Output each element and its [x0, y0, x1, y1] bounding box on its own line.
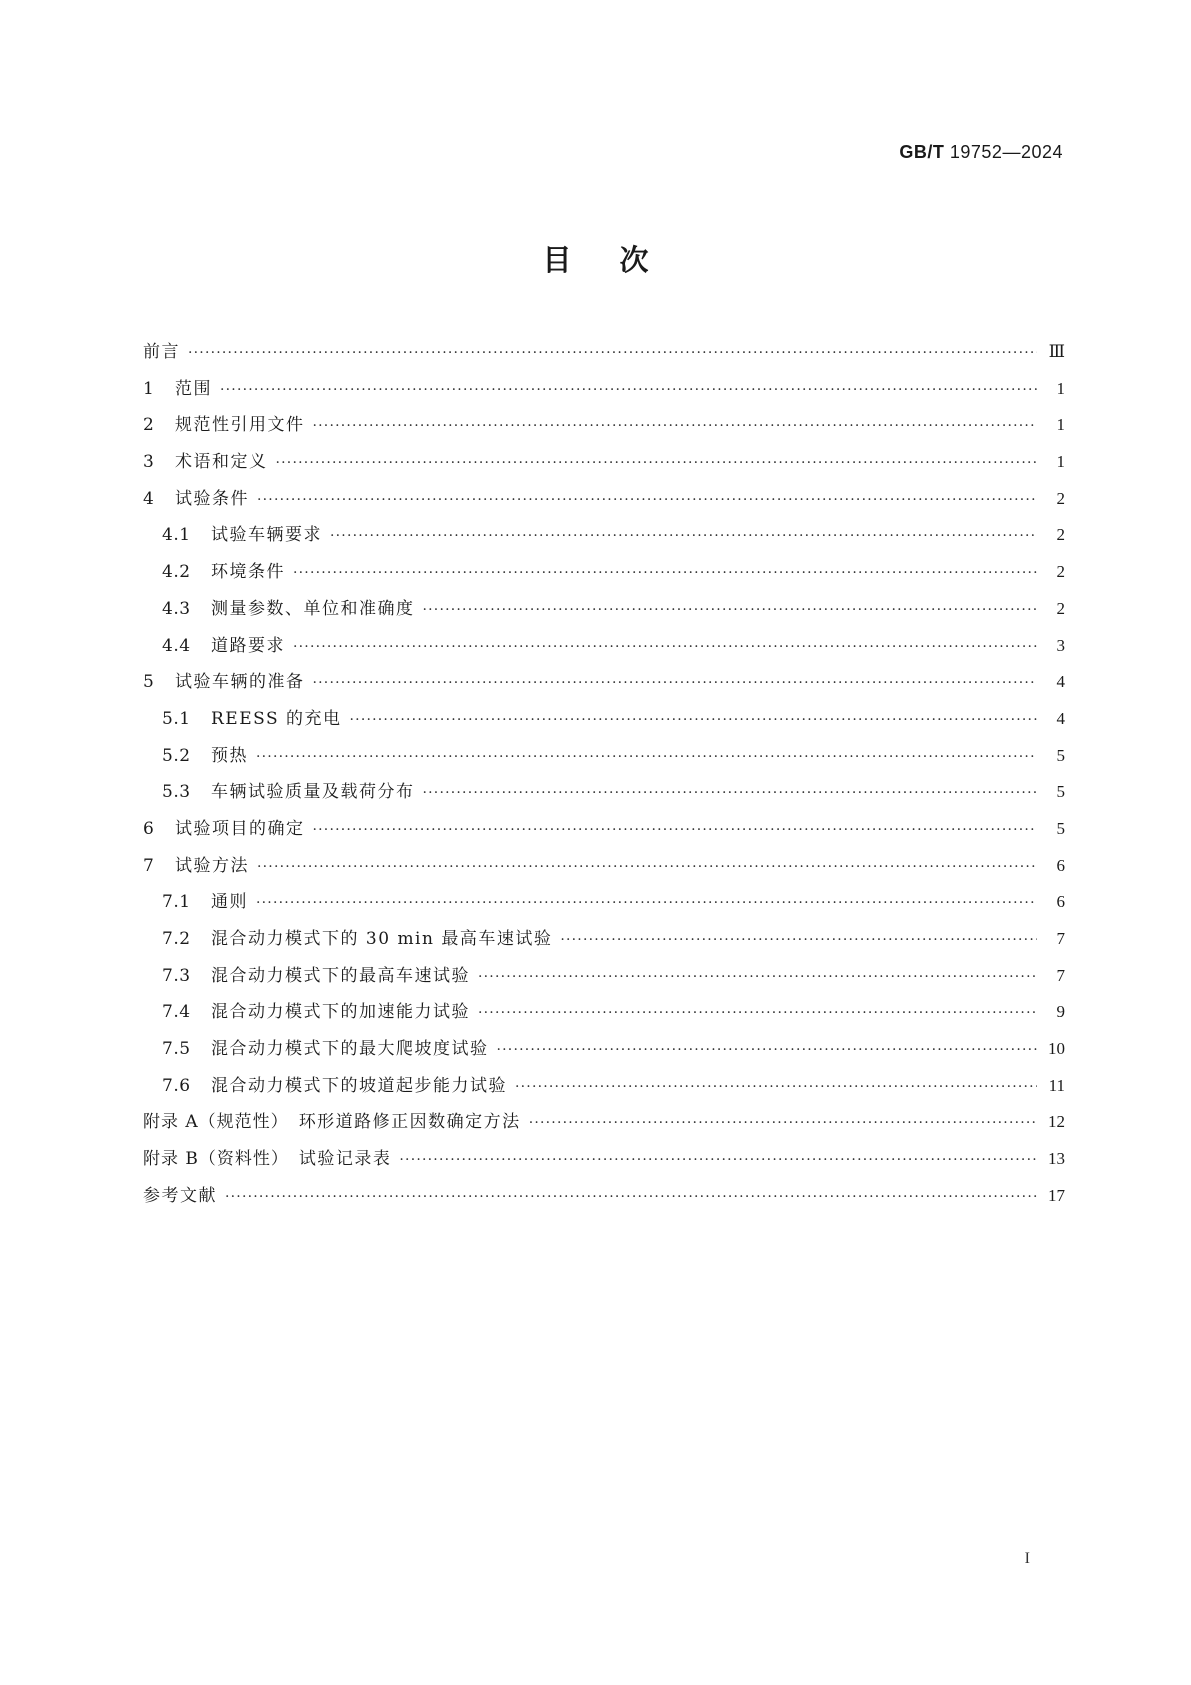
toc-entry[interactable] — [143, 1003, 1065, 1040]
toc-entry-page: 1 — [1056, 452, 1065, 472]
toc-dot-leader — [257, 860, 1037, 874]
standard-number-header — [899, 143, 1063, 161]
toc-entry-text: 前言 — [143, 342, 180, 362]
toc-entry[interactable] — [143, 1187, 1065, 1224]
page-number: I — [1024, 1550, 1030, 1567]
toc-entry[interactable] — [143, 893, 1065, 930]
toc-entry-title — [175, 378, 212, 399]
toc-entry-page: 4 — [1056, 672, 1065, 692]
toc-entry-number: 4.3 — [162, 598, 191, 619]
toc-dot-leader — [256, 750, 1037, 764]
standard-code: GB/T — [899, 142, 945, 162]
toc-entry-title — [211, 894, 248, 911]
toc-entry-text: 预热 — [211, 745, 248, 766]
toc-entry-text: 混合动力模式下的最大爬坡度试验 — [211, 1039, 489, 1060]
toc-entry-page: 17 — [1048, 1185, 1065, 1205]
toc-entry-number: 4 — [143, 488, 155, 509]
toc-entry-title — [211, 708, 342, 729]
toc-entry[interactable] — [143, 1077, 1065, 1114]
toc-entry-number: 3 — [143, 452, 155, 473]
toc-dot-leader — [293, 640, 1037, 654]
toc-entry[interactable] — [143, 380, 1065, 417]
toc-entry-number: 5.3 — [162, 782, 191, 803]
toc-title: 目次 — [542, 243, 697, 277]
toc-dot-leader — [188, 346, 1037, 360]
toc-entry-page: 10 — [1048, 1039, 1065, 1059]
toc-entry-text: REESS 的充电 — [211, 708, 342, 729]
toc-dot-leader — [423, 786, 1038, 800]
toc-entry-number: 7 — [143, 855, 155, 876]
toc-entry-number: 4.1 — [162, 525, 191, 546]
toc-entry-number: 7.4 — [162, 1002, 191, 1023]
toc-entry-title — [143, 344, 180, 361]
toc-dot-leader — [478, 1006, 1037, 1020]
toc-entry-text: 参考文献 — [143, 1185, 217, 1206]
toc-entry-page: 9 — [1056, 1002, 1065, 1022]
toc-entry[interactable] — [143, 563, 1065, 600]
toc-entry-number: 7.2 — [162, 929, 191, 949]
toc-entry-text: 试验车辆的准备 — [175, 672, 305, 693]
toc-entry-title — [175, 818, 305, 839]
toc-entry[interactable] — [143, 673, 1065, 710]
toc-entry[interactable] — [143, 1113, 1065, 1150]
toc-dot-leader — [276, 456, 1038, 470]
toc-entry-title — [143, 1185, 217, 1206]
toc-entry-text: 试验项目的确定 — [175, 818, 305, 839]
toc-entry-text: 混合动力模式下的加速能力试验 — [211, 1002, 470, 1023]
toc-entry-page: 2 — [1056, 598, 1065, 618]
toc-dot-leader — [529, 1116, 1037, 1130]
toc-entry-number: 7.1 — [162, 892, 191, 913]
toc-entry[interactable] — [143, 490, 1065, 527]
toc-dot-leader — [330, 529, 1037, 543]
toc-entry-page: 7 — [1056, 929, 1065, 948]
toc-entry-title — [175, 417, 305, 434]
toc-entry[interactable] — [143, 783, 1065, 820]
toc-entry-number: 4.4 — [162, 635, 191, 656]
toc-entry-text: 规范性引用文件 — [175, 415, 305, 436]
toc-entry-title — [211, 1004, 470, 1021]
toc-entry-text: 道路要求 — [211, 635, 285, 656]
toc-dot-leader — [293, 566, 1037, 580]
toc-entry-number: 5.1 — [162, 708, 191, 729]
toc-entry[interactable] — [143, 747, 1065, 784]
toc-entry[interactable] — [143, 820, 1065, 857]
toc-entry-text: 车辆试验质量及载荷分布 — [211, 782, 415, 803]
toc-entry-annex-prefix: 附录 B（资料性） — [143, 1149, 289, 1170]
toc-entry-text: 试验条件 — [175, 488, 249, 509]
toc-entry-title — [175, 674, 305, 691]
toc-entry[interactable] — [143, 1150, 1065, 1187]
toc-entry-page: 2 — [1056, 562, 1065, 582]
toc-entry-page: 13 — [1048, 1149, 1065, 1169]
toc-entry-title — [211, 965, 470, 986]
toc-entry-text: 术语和定义 — [175, 452, 268, 473]
toc-dot-leader — [497, 1043, 1038, 1057]
toc-entry-title — [211, 1075, 507, 1096]
toc-entry-title — [211, 598, 415, 619]
toc-entry-page: 7 — [1056, 965, 1065, 985]
toc-entry-title — [211, 784, 415, 801]
toc-dot-leader — [313, 676, 1038, 690]
toc-entry-number: 5 — [143, 672, 155, 693]
toc-entry-page: 4 — [1056, 708, 1065, 728]
toc-dot-leader — [313, 419, 1038, 433]
toc-entry-text: 试验方法 — [175, 855, 249, 876]
toc-entry[interactable] — [143, 453, 1065, 490]
toc-entry-title — [175, 454, 268, 471]
toc-entry-title — [175, 488, 249, 509]
standard-number: 19752—2024 — [949, 142, 1063, 162]
toc-entry[interactable] — [143, 710, 1065, 747]
toc-entry-number: 1 — [143, 378, 155, 399]
toc-dot-leader — [350, 713, 1037, 727]
toc-entry[interactable] — [143, 416, 1065, 453]
toc-entry[interactable] — [143, 637, 1065, 674]
toc-entry-page: 1 — [1056, 378, 1065, 398]
toc-dot-leader — [220, 383, 1037, 397]
toc-entry-title — [143, 1151, 391, 1168]
toc-entry-page: 5 — [1056, 782, 1065, 802]
toc-entry-text: 环境条件 — [211, 562, 285, 583]
toc-entry-text: 试验记录表 — [298, 1149, 392, 1170]
toc-entry-title — [143, 1114, 521, 1131]
toc-dot-leader — [256, 896, 1037, 910]
toc-entry-number: 2 — [143, 415, 155, 436]
toc-entry-number: 6 — [143, 818, 155, 839]
toc-entry[interactable] — [143, 343, 1065, 380]
toc-entry-number: 7.5 — [162, 1039, 191, 1060]
toc-entry-title — [211, 635, 285, 656]
toc-entry-page: Ⅲ — [1048, 342, 1065, 361]
toc-dot-leader — [560, 933, 1037, 947]
toc-dot-leader — [399, 1153, 1037, 1167]
toc-entry-title — [211, 745, 248, 766]
toc-entry-text: 测量参数、单位和准确度 — [211, 598, 415, 619]
toc-entry-text: 混合动力模式下的 30 min 最高车速试验 — [211, 929, 553, 949]
toc-entry-title — [211, 527, 322, 544]
toc-entry-text: 试验车辆要求 — [211, 525, 322, 546]
toc-entry[interactable] — [143, 1040, 1065, 1077]
toc-entry-text: 范围 — [175, 378, 212, 399]
toc-entry-title — [175, 855, 249, 876]
toc-dot-leader — [313, 823, 1038, 837]
toc-entry[interactable] — [143, 600, 1065, 637]
toc-entry-text: 混合动力模式下的最高车速试验 — [211, 965, 470, 986]
toc-entry-page: 6 — [1056, 855, 1065, 875]
toc-entry-number: 7.3 — [162, 965, 191, 986]
toc-entry-text: 通则 — [211, 892, 248, 913]
toc-entry-page: 5 — [1056, 818, 1065, 838]
toc-entry-page: 6 — [1056, 892, 1065, 912]
toc-entry[interactable] — [143, 967, 1065, 1004]
toc-entry-page: 2 — [1056, 525, 1065, 545]
toc-entry-page: 5 — [1056, 745, 1065, 765]
toc-entry-title — [211, 931, 552, 948]
toc-entry-title — [211, 1041, 489, 1058]
toc-entry[interactable] — [143, 857, 1065, 894]
toc-entry-page: 3 — [1056, 635, 1065, 655]
toc-entry-page: 2 — [1056, 488, 1065, 508]
toc-entry-page: 1 — [1056, 415, 1065, 435]
toc-dot-leader — [257, 493, 1037, 507]
toc-dot-leader — [515, 1080, 1037, 1094]
toc-entry-number: 5.2 — [162, 745, 191, 766]
table-of-contents — [143, 343, 1065, 1224]
toc-dot-leader — [423, 603, 1038, 617]
toc-dot-leader — [478, 970, 1037, 984]
toc-entry[interactable] — [143, 526, 1065, 563]
toc-dot-leader — [225, 1190, 1037, 1204]
toc-entry-title — [211, 564, 285, 581]
toc-entry-page: 12 — [1048, 1112, 1065, 1132]
toc-entry-text: 混合动力模式下的坡道起步能力试验 — [211, 1075, 507, 1096]
toc-entry-number: 7.6 — [162, 1075, 191, 1096]
toc-entry-text: 环形道路修正因数确定方法 — [298, 1112, 521, 1133]
toc-entry[interactable] — [143, 930, 1065, 967]
toc-entry-page: 11 — [1048, 1075, 1065, 1095]
toc-entry-annex-prefix: 附录 A（规范性） — [143, 1112, 289, 1133]
toc-entry-number: 4.2 — [162, 562, 191, 583]
